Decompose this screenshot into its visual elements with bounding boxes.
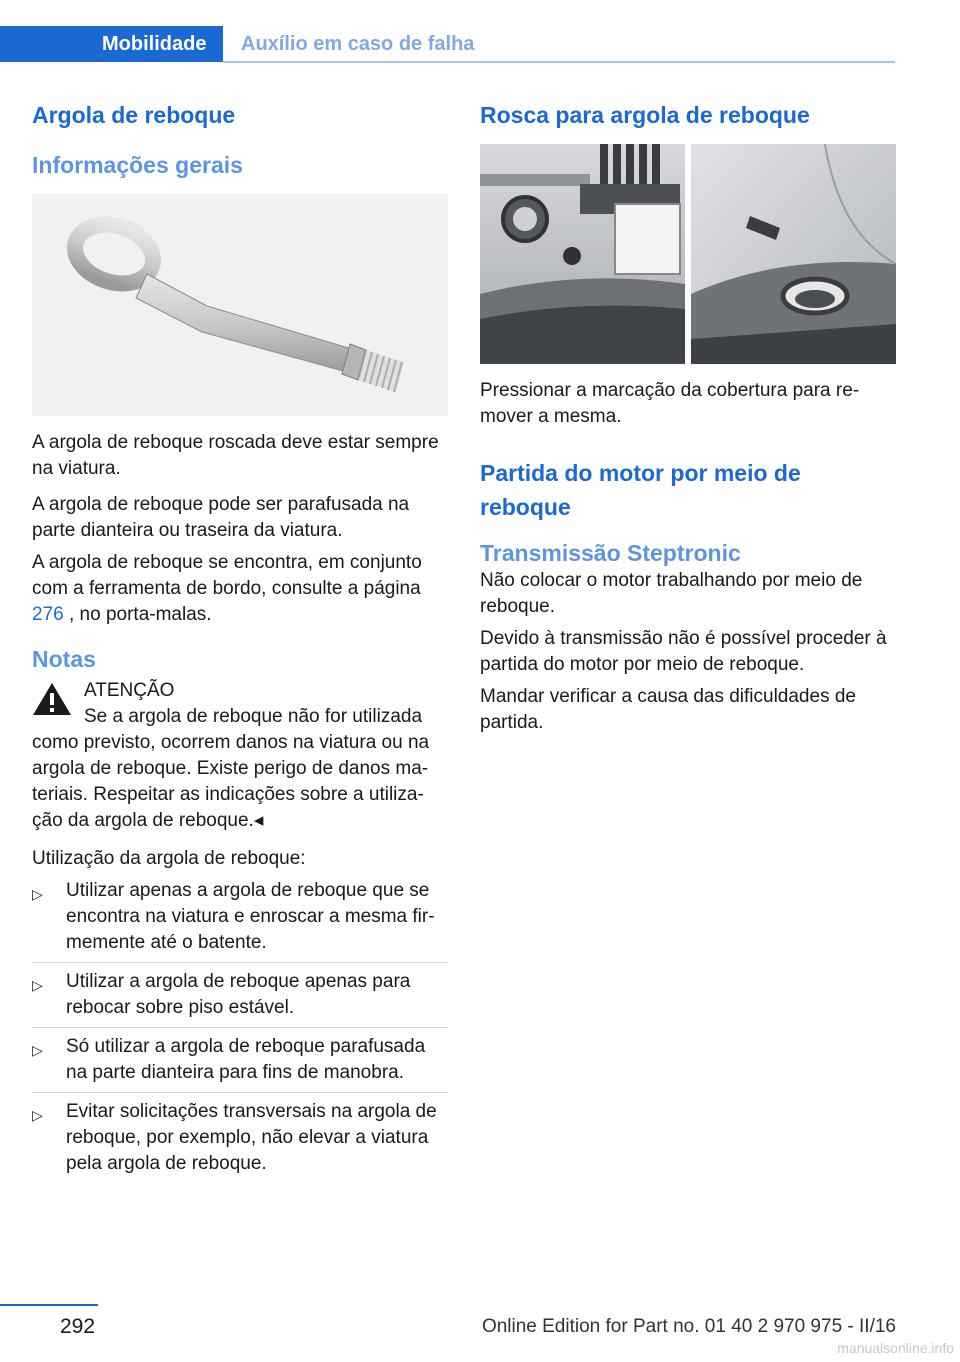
location-text: A argola de reboque se encontra, em conjunto com a ferramenta de bordo, consulte a página bbox=[32, 552, 422, 599]
triangle-bullet-icon: ▷ bbox=[32, 977, 43, 993]
paragraph-location bbox=[32, 550, 448, 628]
page-number: 292 bbox=[60, 1315, 96, 1338]
triangle-bullet-icon: ▷ bbox=[32, 1107, 43, 1123]
list-item bbox=[32, 969, 448, 1028]
paragraph-transmission: Devido à transmissão não é possível proceder à partida do motor por meio de reboque. bbox=[480, 628, 887, 675]
right-column bbox=[480, 98, 896, 736]
triangle-bullet-icon: ▷ bbox=[32, 886, 43, 902]
towing-eye-illustration bbox=[32, 194, 448, 416]
subtitle-notas: Notas bbox=[32, 646, 96, 672]
paragraph-front-rear: A argola de reboque pode ser parafusada na parte dianteira ou traseira da viatura. bbox=[32, 494, 410, 541]
list-item-text: Evitar solicitações transversais na argola de reboque, por exemplo, não elevar a viatura pela argola de reboque. bbox=[66, 1101, 437, 1174]
list-item bbox=[32, 878, 448, 963]
warning-triangle-icon bbox=[32, 682, 72, 716]
list-item-text: Utilizar apenas a argola de reboque que se encontra na viatura e enroscar a mesma firmemente até o batente. bbox=[66, 880, 435, 953]
usage-intro: Utilização da argola de reboque: bbox=[32, 848, 306, 869]
subtitle-steptronic: Transmissão Steptronic bbox=[480, 540, 741, 566]
location-text-end: , no porta-malas. bbox=[63, 604, 212, 625]
tab-auxilio[interactable]: Auxílio em caso de falha bbox=[241, 33, 475, 55]
paragraph-always-in-vehicle: A argola de reboque roscada deve estar sempre na viatura. bbox=[32, 432, 439, 479]
list-item-text: Só utilizar a argola de reboque parafusada na parte dianteira para fins de manobra. bbox=[66, 1036, 426, 1083]
tab-mobilidade[interactable]: Mobilidade bbox=[0, 26, 223, 62]
page-reference-link[interactable]: 276 bbox=[32, 604, 64, 625]
warning-title: ATENÇÃO bbox=[84, 680, 175, 701]
section-title-partida: Partida do motor por meio de reboque bbox=[480, 460, 801, 520]
list-item bbox=[32, 1034, 448, 1093]
list-item bbox=[32, 1099, 448, 1183]
section-title-rosca: Rosca para argola de reboque bbox=[480, 102, 810, 128]
triangle-bullet-icon: ▷ bbox=[32, 1042, 43, 1058]
watermark: manualsonline.info bbox=[837, 1340, 954, 1356]
bumper-image bbox=[480, 144, 896, 364]
warning-block bbox=[32, 678, 448, 834]
section-title-argola: Argola de reboque bbox=[32, 102, 236, 128]
warning-text: Se a argola de reboque não for utilizada como previsto, ocorrem danos na viatura ou na argola de reboque. Existe perigo de danos materiais. Respeitar as indicações sobre a utilização da argola de reboque.◂ bbox=[32, 706, 430, 831]
left-column bbox=[32, 98, 448, 1189]
towing-eye-image bbox=[32, 194, 448, 416]
image-caption: Pressionar a marcação da cobertura para remover a mesma. bbox=[480, 380, 860, 427]
edition-info: Online Edition for Part no. 01 40 2 970 975 - II/16 bbox=[481, 1316, 896, 1337]
header-tabs bbox=[0, 26, 895, 62]
paragraph-check-cause: Mandar verificar a causa das dificuldades de partida. bbox=[480, 686, 856, 733]
subtitle-informacoes: Informações gerais bbox=[32, 152, 243, 178]
footer-divider bbox=[0, 1304, 98, 1306]
bumper-illustration bbox=[480, 144, 896, 364]
paragraph-no-tow-start: Não colocar o motor trabalhando por meio de reboque. bbox=[480, 570, 863, 617]
header-divider bbox=[223, 61, 895, 63]
usage-list bbox=[32, 878, 448, 1183]
list-item-text: Utilizar a argola de reboque apenas para rebocar sobre piso estável. bbox=[66, 971, 411, 1018]
